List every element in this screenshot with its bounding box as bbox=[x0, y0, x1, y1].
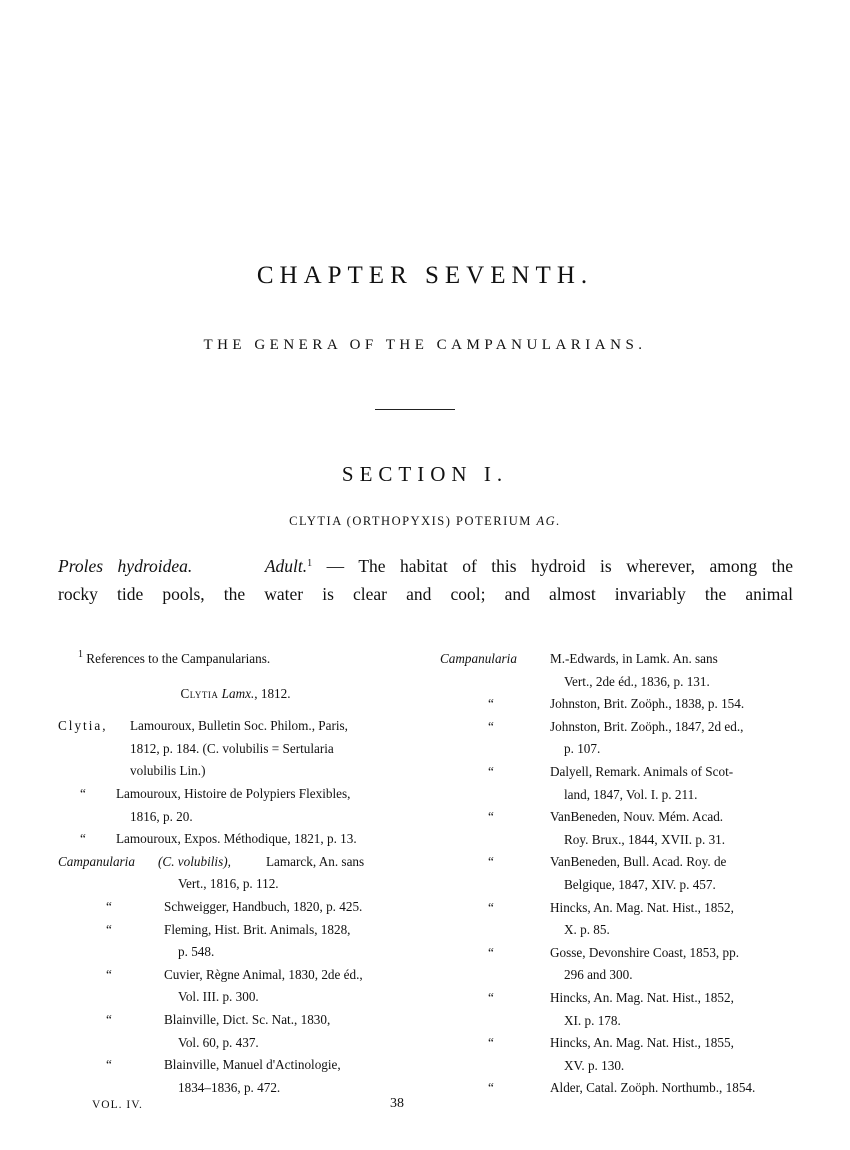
section-species-author: AG. bbox=[536, 514, 561, 528]
reference-line: Blainville, Dict. Sc. Nat., 1830, bbox=[164, 1011, 331, 1027]
footnote-intro-text: References to the Campanularians. bbox=[86, 651, 271, 666]
reference-entry bbox=[58, 1054, 413, 1099]
reference-line: Hincks, An. Mag. Nat. Hist., 1852, bbox=[550, 899, 734, 915]
reference-line: X. p. 85. bbox=[564, 922, 610, 938]
reference-entry bbox=[440, 1032, 795, 1077]
reference-line: Blainville, Manuel d'Actinologie, bbox=[164, 1057, 341, 1073]
reference-line: Lamarck, An. sans bbox=[266, 853, 365, 869]
reference-line: Lamouroux, Expos. Méthodique, 1821, p. 13. bbox=[116, 831, 357, 847]
reference-entry bbox=[440, 851, 795, 896]
reference-line: Schweigger, Handbuch, 1820, p. 425. bbox=[164, 898, 363, 914]
chapter-title: CHAPTER SEVENTH. bbox=[256, 262, 594, 289]
reference-label: Campanularia bbox=[440, 651, 517, 666]
ditto-mark: “ bbox=[106, 966, 112, 982]
reference-line: p. 107. bbox=[564, 741, 601, 757]
section-title: SECTION I. bbox=[341, 462, 509, 486]
reference-line: XV. p. 130. bbox=[564, 1057, 625, 1073]
footnote-ref-marker: 1 bbox=[307, 558, 313, 569]
footnote-marker: 1 bbox=[78, 649, 83, 660]
reference-entry bbox=[58, 896, 413, 919]
ditto-mark: “ bbox=[488, 809, 494, 825]
genus-year: , 1812. bbox=[254, 685, 291, 701]
footnote-intro bbox=[58, 648, 413, 671]
reference-line: 1834–1836, p. 472. bbox=[178, 1079, 281, 1095]
ditto-mark: “ bbox=[488, 989, 494, 1005]
reference-line: Lamouroux, Bulletin Soc. Philom., Paris, bbox=[130, 718, 348, 734]
genus-name: Clytia bbox=[180, 685, 219, 701]
reference-line: Hincks, An. Mag. Nat. Hist., 1852, bbox=[550, 989, 734, 1005]
reference-line: Roy. Brux., 1844, XVII. p. 31. bbox=[564, 831, 726, 847]
ditto-mark: “ bbox=[106, 1011, 112, 1027]
reference-label: Clytia, bbox=[58, 718, 108, 734]
body-line-1 bbox=[58, 552, 793, 580]
ditto-mark: “ bbox=[488, 1080, 494, 1096]
volume-label: VOL. IV. bbox=[92, 1099, 143, 1111]
reference-line: p. 548. bbox=[178, 944, 215, 960]
reference-line: Johnston, Brit. Zoöph., 1847, 2d ed., bbox=[550, 718, 744, 734]
reference-entry bbox=[58, 1009, 413, 1054]
reference-entry bbox=[440, 987, 795, 1032]
ditto-mark: “ bbox=[106, 898, 112, 914]
ditto-mark: “ bbox=[488, 696, 494, 712]
reference-line: 296 and 300. bbox=[564, 967, 633, 983]
chapter-subtitle: THE GENERA OF THE CAMPANULARIANS. bbox=[203, 337, 647, 353]
left-reference-list bbox=[58, 715, 413, 1099]
reference-entry bbox=[440, 942, 795, 987]
reference-line: M.-Edwards, in Lamk. An. sans bbox=[550, 651, 718, 666]
reference-entry bbox=[58, 964, 413, 1009]
reference-line: land, 1847, Vol. I. p. 211. bbox=[564, 786, 698, 802]
reference-line: Vol. III. p. 300. bbox=[178, 989, 259, 1005]
reference-line: Belgique, 1847, XIV. p. 457. bbox=[564, 876, 716, 892]
reference-line: Vert., 1816, p. 112. bbox=[178, 876, 279, 892]
body-paragraph bbox=[58, 552, 793, 608]
reference-label: Campanularia bbox=[58, 853, 135, 869]
body-line-2: rocky tide pools, the water is clear and cool; and almost invariably the animal bbox=[58, 584, 793, 604]
reference-entry bbox=[440, 897, 795, 942]
section-species-name: CLYTIA (ORTHOPYXIS) POTERIUM bbox=[289, 514, 532, 528]
reference-line: Fleming, Hist. Brit. Animals, 1828, bbox=[164, 921, 351, 937]
reference-line: Lamouroux, Histoire de Polypiers Flexibles, bbox=[116, 785, 351, 801]
reference-entry bbox=[440, 648, 795, 693]
ditto-mark: “ bbox=[488, 854, 494, 870]
reference-line: Alder, Catal. Zoöph. Northumb., 1854. bbox=[550, 1080, 756, 1096]
reference-entry bbox=[440, 716, 795, 761]
reference-entry bbox=[440, 806, 795, 851]
right-reference-list bbox=[440, 648, 795, 1100]
reference-line: volubilis Lin.) bbox=[130, 763, 206, 779]
reference-line: Vol. 60, p. 437. bbox=[178, 1034, 259, 1050]
reference-line: 1812, p. 184. (C. volubilis = Sertularia bbox=[130, 740, 334, 756]
genus-author: Lamx. bbox=[221, 685, 255, 701]
page-number: 38 bbox=[390, 1096, 404, 1111]
reference-line: Johnston, Brit. Zoöph., 1838, p. 154. bbox=[550, 696, 745, 712]
body-line-1-text: — The habitat of this hydroid is wherever, among the bbox=[312, 556, 794, 576]
reference-line: Gosse, Devonshire Coast, 1853, pp. bbox=[550, 944, 740, 960]
reference-entry bbox=[440, 693, 795, 716]
reference-entry bbox=[58, 919, 413, 964]
reference-entry bbox=[58, 828, 413, 851]
ditto-mark: “ bbox=[488, 944, 494, 960]
reference-line: XI. p. 178. bbox=[564, 1012, 621, 1028]
reference-entry bbox=[440, 761, 795, 806]
reference-line: VanBeneden, Bull. Acad. Roy. de bbox=[550, 854, 727, 870]
adult-label: Adult. bbox=[264, 556, 308, 576]
reference-line: Hincks, An. Mag. Nat. Hist., 1855, bbox=[550, 1035, 734, 1051]
reference-line: Vert., 2de éd., 1836, p. 131. bbox=[564, 673, 710, 689]
ditto-mark: “ bbox=[106, 921, 112, 937]
reference-line: 1816, p. 20. bbox=[130, 808, 193, 824]
ditto-mark: “ bbox=[488, 763, 494, 779]
reference-line: Cuvier, Règne Animal, 1830, 2de éd., bbox=[164, 966, 363, 982]
ditto-mark: “ bbox=[80, 785, 86, 801]
reference-entry bbox=[440, 1077, 795, 1100]
ditto-mark: “ bbox=[488, 1035, 494, 1051]
section-subtitle bbox=[0, 514, 850, 529]
reference-text bbox=[58, 828, 413, 851]
reference-line: Dalyell, Remark. Animals of Scot- bbox=[550, 763, 734, 779]
proles-label: Proles hydroidea. bbox=[58, 556, 193, 576]
ditto-mark: “ bbox=[106, 1057, 112, 1073]
footnote-genus-heading bbox=[58, 683, 413, 706]
reference-text bbox=[58, 783, 413, 828]
reference-text bbox=[58, 715, 413, 783]
reference-entry bbox=[58, 715, 413, 783]
ditto-mark: “ bbox=[488, 718, 494, 734]
footnote-right-column bbox=[440, 648, 795, 1100]
footnote-left-column bbox=[58, 648, 413, 1099]
section-divider bbox=[375, 409, 455, 410]
reference-entry bbox=[58, 783, 413, 828]
reference-entry bbox=[58, 851, 413, 896]
reference-line: VanBeneden, Nouv. Mém. Acad. bbox=[550, 809, 724, 825]
ditto-mark: “ bbox=[488, 899, 494, 915]
reference-sublabel: (C. volubilis), bbox=[158, 853, 231, 869]
ditto-mark: “ bbox=[80, 831, 86, 847]
